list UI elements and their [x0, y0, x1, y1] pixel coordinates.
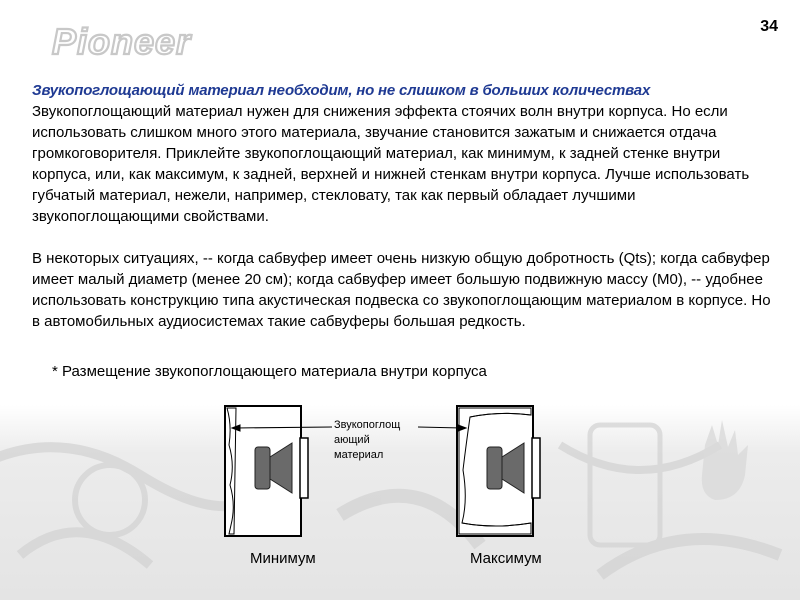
material-label-line: ающий	[334, 434, 370, 446]
speaker-magnet-icon	[255, 447, 270, 489]
pioneer-logo	[50, 22, 250, 62]
material-label-line: материал	[334, 449, 384, 461]
label-maximum: Максимум	[470, 550, 542, 567]
material-label-line: Звукопоглощ	[334, 419, 401, 431]
cabinet-maximum	[457, 406, 540, 536]
section-heading: Звукопоглощающий материал необходим, но не слишком в больших количествах	[32, 82, 651, 99]
main-content	[32, 80, 772, 332]
speaker-magnet-icon	[487, 447, 502, 489]
label-minimum: Минимум	[250, 550, 316, 567]
material-label	[334, 418, 414, 463]
paragraph-situations: В некоторых ситуациях, -- когда сабвуфер имеет очень низкую общую добротность (Qts); когда сабвуфер имеет малый диаметр (менее 20 см); когда сабвуфер имеет большую подвижную массу (M0), -- удобнее использовать конструкцию типа акустическая подвеска со звукопоглощающим материалом в корпусе. Но в автомобильных аудиосистемах такие сабвуферы большая редкость.	[32, 250, 771, 330]
diagram-note: * Размещение звукопоглощающего материала внутри корпуса	[52, 363, 487, 380]
paragraph-material: Звукопоглощающий материал нужен для снижения эффекта стоячих волн внутри корпуса. Но если использовать слишком много этого материала, звучание становится зажатым и снижается отдача громкоговорителя. Приклейте звукопоглощающий материал, как минимум, к задней стенке внутри корпуса, или, как максимум, к задней, верхней и нижней стенкам внутри корпуса. Лучше использовать губчатый материал, нежели, например, стекловату, так как первый обладает лучшими звукопоглощающими свойствами.	[32, 103, 750, 225]
logo-wordmark: Pioneer	[52, 22, 192, 62]
page-number: 34	[760, 18, 778, 35]
